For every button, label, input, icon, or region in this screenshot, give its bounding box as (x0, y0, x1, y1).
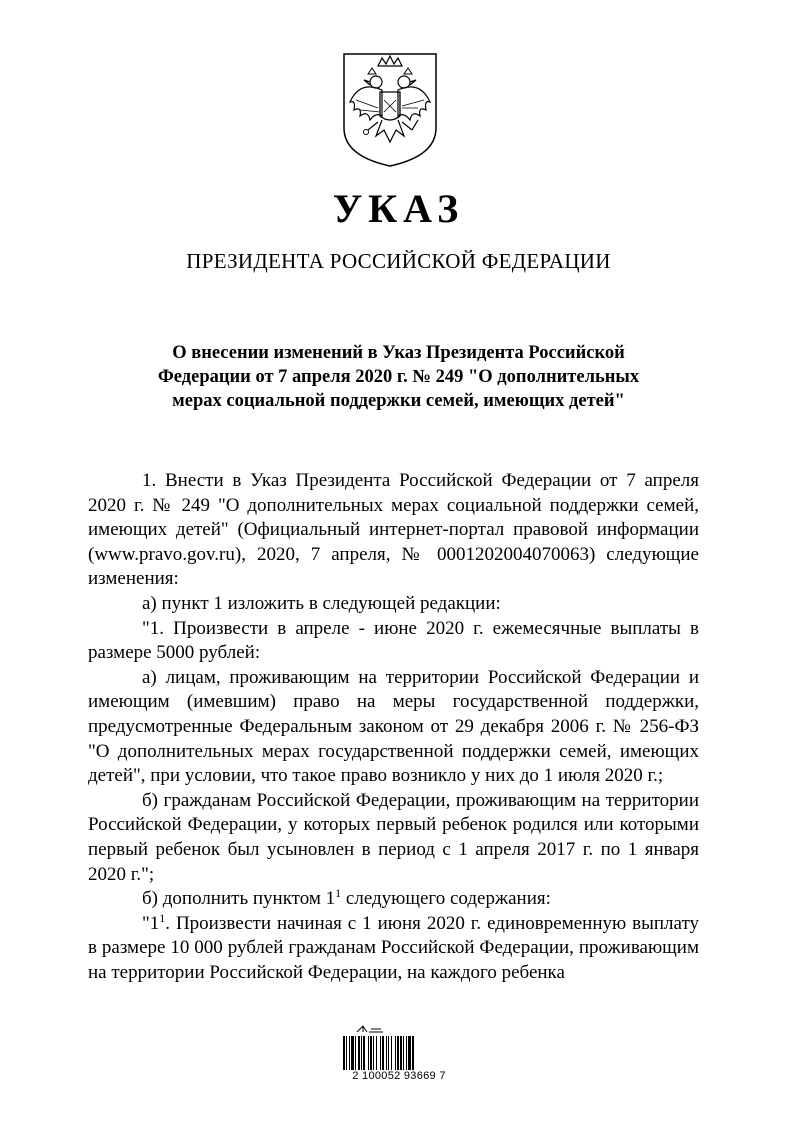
paragraph-point-1-1: "$1^1$. Произвести начиная с 1 июня 2020 г. единовременную выплату в размере 10 000 рублей гражданам Российской Федерации, проживающим на территории Российской Федерации, на каждого ребенка (88, 910, 699, 983)
barcode-bar (358, 1036, 360, 1070)
barcode-bar (351, 1036, 354, 1070)
publisher-mark-icon (355, 1024, 385, 1034)
heading-line: Федерации от 7 апреля 2020 г. № 249 "О дополнительных (157, 367, 640, 387)
barcode-bar (395, 1036, 396, 1070)
barcode-bar (391, 1036, 392, 1070)
decree-heading (90, 341, 707, 413)
barcode-bar (403, 1036, 404, 1070)
document-subtitle: ПРЕЗИДЕНТА РОССИЙСКОЙ ФЕДЕРАЦИИ (186, 249, 611, 273)
paragraph-subitem-a: а) лицам, проживающим на территории Российской Федерации и имеющим (имевшим) право на меры государственной поддержки, предусмотренные Федеральным законом от 29 декабря 2006 г. № 256-ФЗ "О дополнительных мерах государственной поддержки семей, имеющих детей", при условии, что такое право возникло у них до 1 июля 2020 г.; (88, 666, 699, 787)
paragraph-item-b: б) дополнить пунктом $1^1$ следующего содержания: (142, 886, 551, 910)
barcode-bar (376, 1036, 377, 1070)
heading-line: О внесении изменений в Указ Президента Российской (172, 343, 625, 363)
barcode-bar (370, 1036, 372, 1070)
decree-body (88, 469, 699, 985)
barcode-bar (361, 1036, 362, 1070)
barcode-bar (363, 1036, 365, 1070)
barcode-bar (368, 1036, 369, 1070)
barcode-bar (373, 1036, 374, 1070)
barcode-number: 2 100052 93669 7 (352, 1070, 446, 1082)
barcode (342, 1036, 452, 1070)
paragraph-point-1: "1. Произвести в апреле - июне 2020 г. ежемесячные выплаты в размере 5000 рублей: (88, 617, 699, 664)
barcode-bar (380, 1036, 381, 1070)
heading-line: мерах социальной поддержки семей, имеющих детей" (172, 391, 625, 411)
paragraph-1: 1. Внести в Указ Президента Российской Федерации от 7 апреля 2020 г. № 249 "О дополнительных мерах социальной поддержки семей, имеющих детей" (Официальный интернет-портал правовой информации (www.pravo.gov.ru), 2020, 7 апреля, № 0001202004070063) следующие изменения: (88, 470, 699, 590)
document-title: УКАЗ (332, 186, 465, 231)
barcode-bar (406, 1036, 407, 1070)
superscript: 1 (159, 910, 166, 925)
barcode-bar (343, 1036, 345, 1070)
superscript: 1 (335, 886, 342, 901)
barcode-bar (349, 1036, 350, 1070)
barcode-bar (412, 1036, 414, 1070)
barcode-bar (408, 1036, 411, 1070)
barcode-bar (386, 1036, 387, 1070)
barcode-bar (346, 1036, 347, 1070)
paragraph-item-a: а) пункт 1 изложить в следующей редакции: (142, 592, 501, 614)
barcode-bar (388, 1036, 389, 1070)
barcode-bar (355, 1036, 356, 1070)
barcode-bar (397, 1036, 399, 1070)
barcode-bar (400, 1036, 402, 1070)
paragraph-subitem-b: б) гражданам Российской Федерации, проживающим на территории Российской Федерации, у которых первый ребенок родился или которыми первый ребенок был усыновлен в период с 1 апреля 2017 г. по 1 января 2020 г."; (88, 789, 699, 885)
barcode-bar (382, 1036, 384, 1070)
coat-of-arms-emblem (338, 50, 442, 168)
